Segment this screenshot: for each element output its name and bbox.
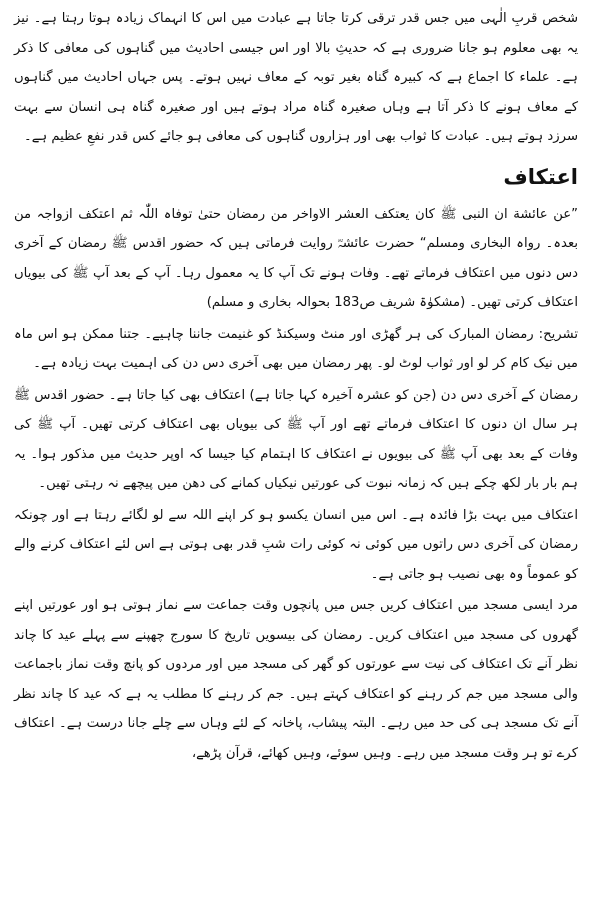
hadith-paragraph: ”عن عائشة ان النبی ﷺ کان یعتکف العشر الاواخر من رمضان حتیٰ توفاہ اللّٰہ ثم اعتکف ازواجہ من بعدہ۔ رواہ البخاری ومسلم“ حضرت عائشہؓ روایت فرماتی ہیں کہ حضور اقدس ﷺ رمضان کے آخری دس دنوں میں اعتکاف فرماتے تھے۔ وفات ہونے تک آپ کا یہ معمول رہا۔ آپ کے بعد آپ ﷺ کی بیویاں اعتکاف کرتی تھیں۔ (مشکوٰۃ شریف ص183 بحوالہ بخاری و مسلم)	[14, 206, 578, 310]
rules-paragraph: مرد ایسی مسجد میں اعتکاف کریں جس میں پانچوں وقت جماعت سے نماز ہوتی ہو اور عورتیں اپنے گھروں کی مسجد میں اعتکاف کریں۔ رمضان کی بیسویں تاریخ کا سورج چھپنے سے پہلے عید کا چاند نظر آنے تک اعتکاف کی نیت سے عورتوں کو گھر کی مسجد میں اور مردوں کو پانچ وقت نماز باجماعت والی مسجد میں جم کر رہنے کو اعتکاف کہتے ہیں۔ جم کر رہنے کا مطلب یہ ہے کہ عید کا چاند نظر آنے تک مسجد ہی کی حد میں رہے۔ البتہ پیشاب، پاخانہ کے لئے وہاں سے چلے جانا درست ہے۔ اعتکاف کرے تو ہر وقت مسجد میں رہے۔ وہیں سوئے، وہیں کھائے، قرآن پڑھے،	[14, 598, 578, 761]
last-ten-days-paragraph: رمضان کے آخری دس دن (جن کو عشرہ آخیرہ کہا جاتا ہے) اعتکاف بھی کیا جاتا ہے۔ حضور اقدس ﷺ ہر سال ان دنوں کا اعتکاف فرماتے تھے اور آپ ﷺ کی بیویاں بھی اعتکاف کرتی تھیں۔ آپ ﷺ کی وفات کے بعد بھی آپ ﷺ کی بیویوں نے اعتکاف کا اہتمام کیا جیسا کہ اوپر حدیث میں مذکور ہوا۔ یہ ہم بار بار لکھ چکے ہیں کہ زمانہ نبوت کی عورتیں نیکیاں کمانے کی دھن میں پیچھے نہ رہتی تھیں۔	[14, 387, 578, 491]
section-heading: اعتکاف	[503, 164, 578, 189]
benefit-paragraph: اعتکاف میں بہت بڑا فائدہ ہے۔ اس میں انسان یکسو ہو کر اپنے اللہ سے لو لگائے رہتا ہے اور چونکہ رمضان کی آخری دس راتوں میں کوئی نہ کوئی رات شبِ قدر بھی ہوتی ہے اس لئے اعتکاف کرنے والے کو عموماً وہ بھی نصیب ہو جاتی ہے۔	[14, 507, 578, 582]
tashreeh-paragraph: تشریح: رمضان المبارک کی ہر گھڑی اور منٹ وسیکنڈ کو غنیمت جاننا چاہیے۔ جتنا ممکن ہو اس ماہ میں نیک کام کر لو اور ثواب لوٹ لو۔ پھر رمضان میں بھی آخری دس دن کی اہمیت بہت زیادہ ہے۔	[14, 326, 578, 371]
intro-paragraph: شخص قربِ الٰہی میں جس قدر ترقی کرتا جاتا ہے عبادت میں اس کا انہماک زیادہ ہوتا رہتا ہے۔ نیز یہ بھی معلوم ہو جانا ضروری ہے کہ حدیثِ بالا اور اس جیسی احادیث میں گناہوں کی معافی کا ذکر ہے۔ علماء کا اجماع ہے کہ کبیرہ گناہ بغیر توبہ کے معاف نہیں ہوتے۔ پس جہاں احادیث میں گناہوں کے معاف ہونے کا ذکر آتا ہے وہاں صغیرہ گناہ مراد ہوتے ہیں اور صغیرہ گناہ ہی انسان سے بہت سرزد ہوتے ہیں۔ عبادت کا ثواب بھی اور ہزاروں گناہوں کی معافی ہو جائے کس قدر نفعِ عظیم ہے۔	[14, 11, 578, 144]
